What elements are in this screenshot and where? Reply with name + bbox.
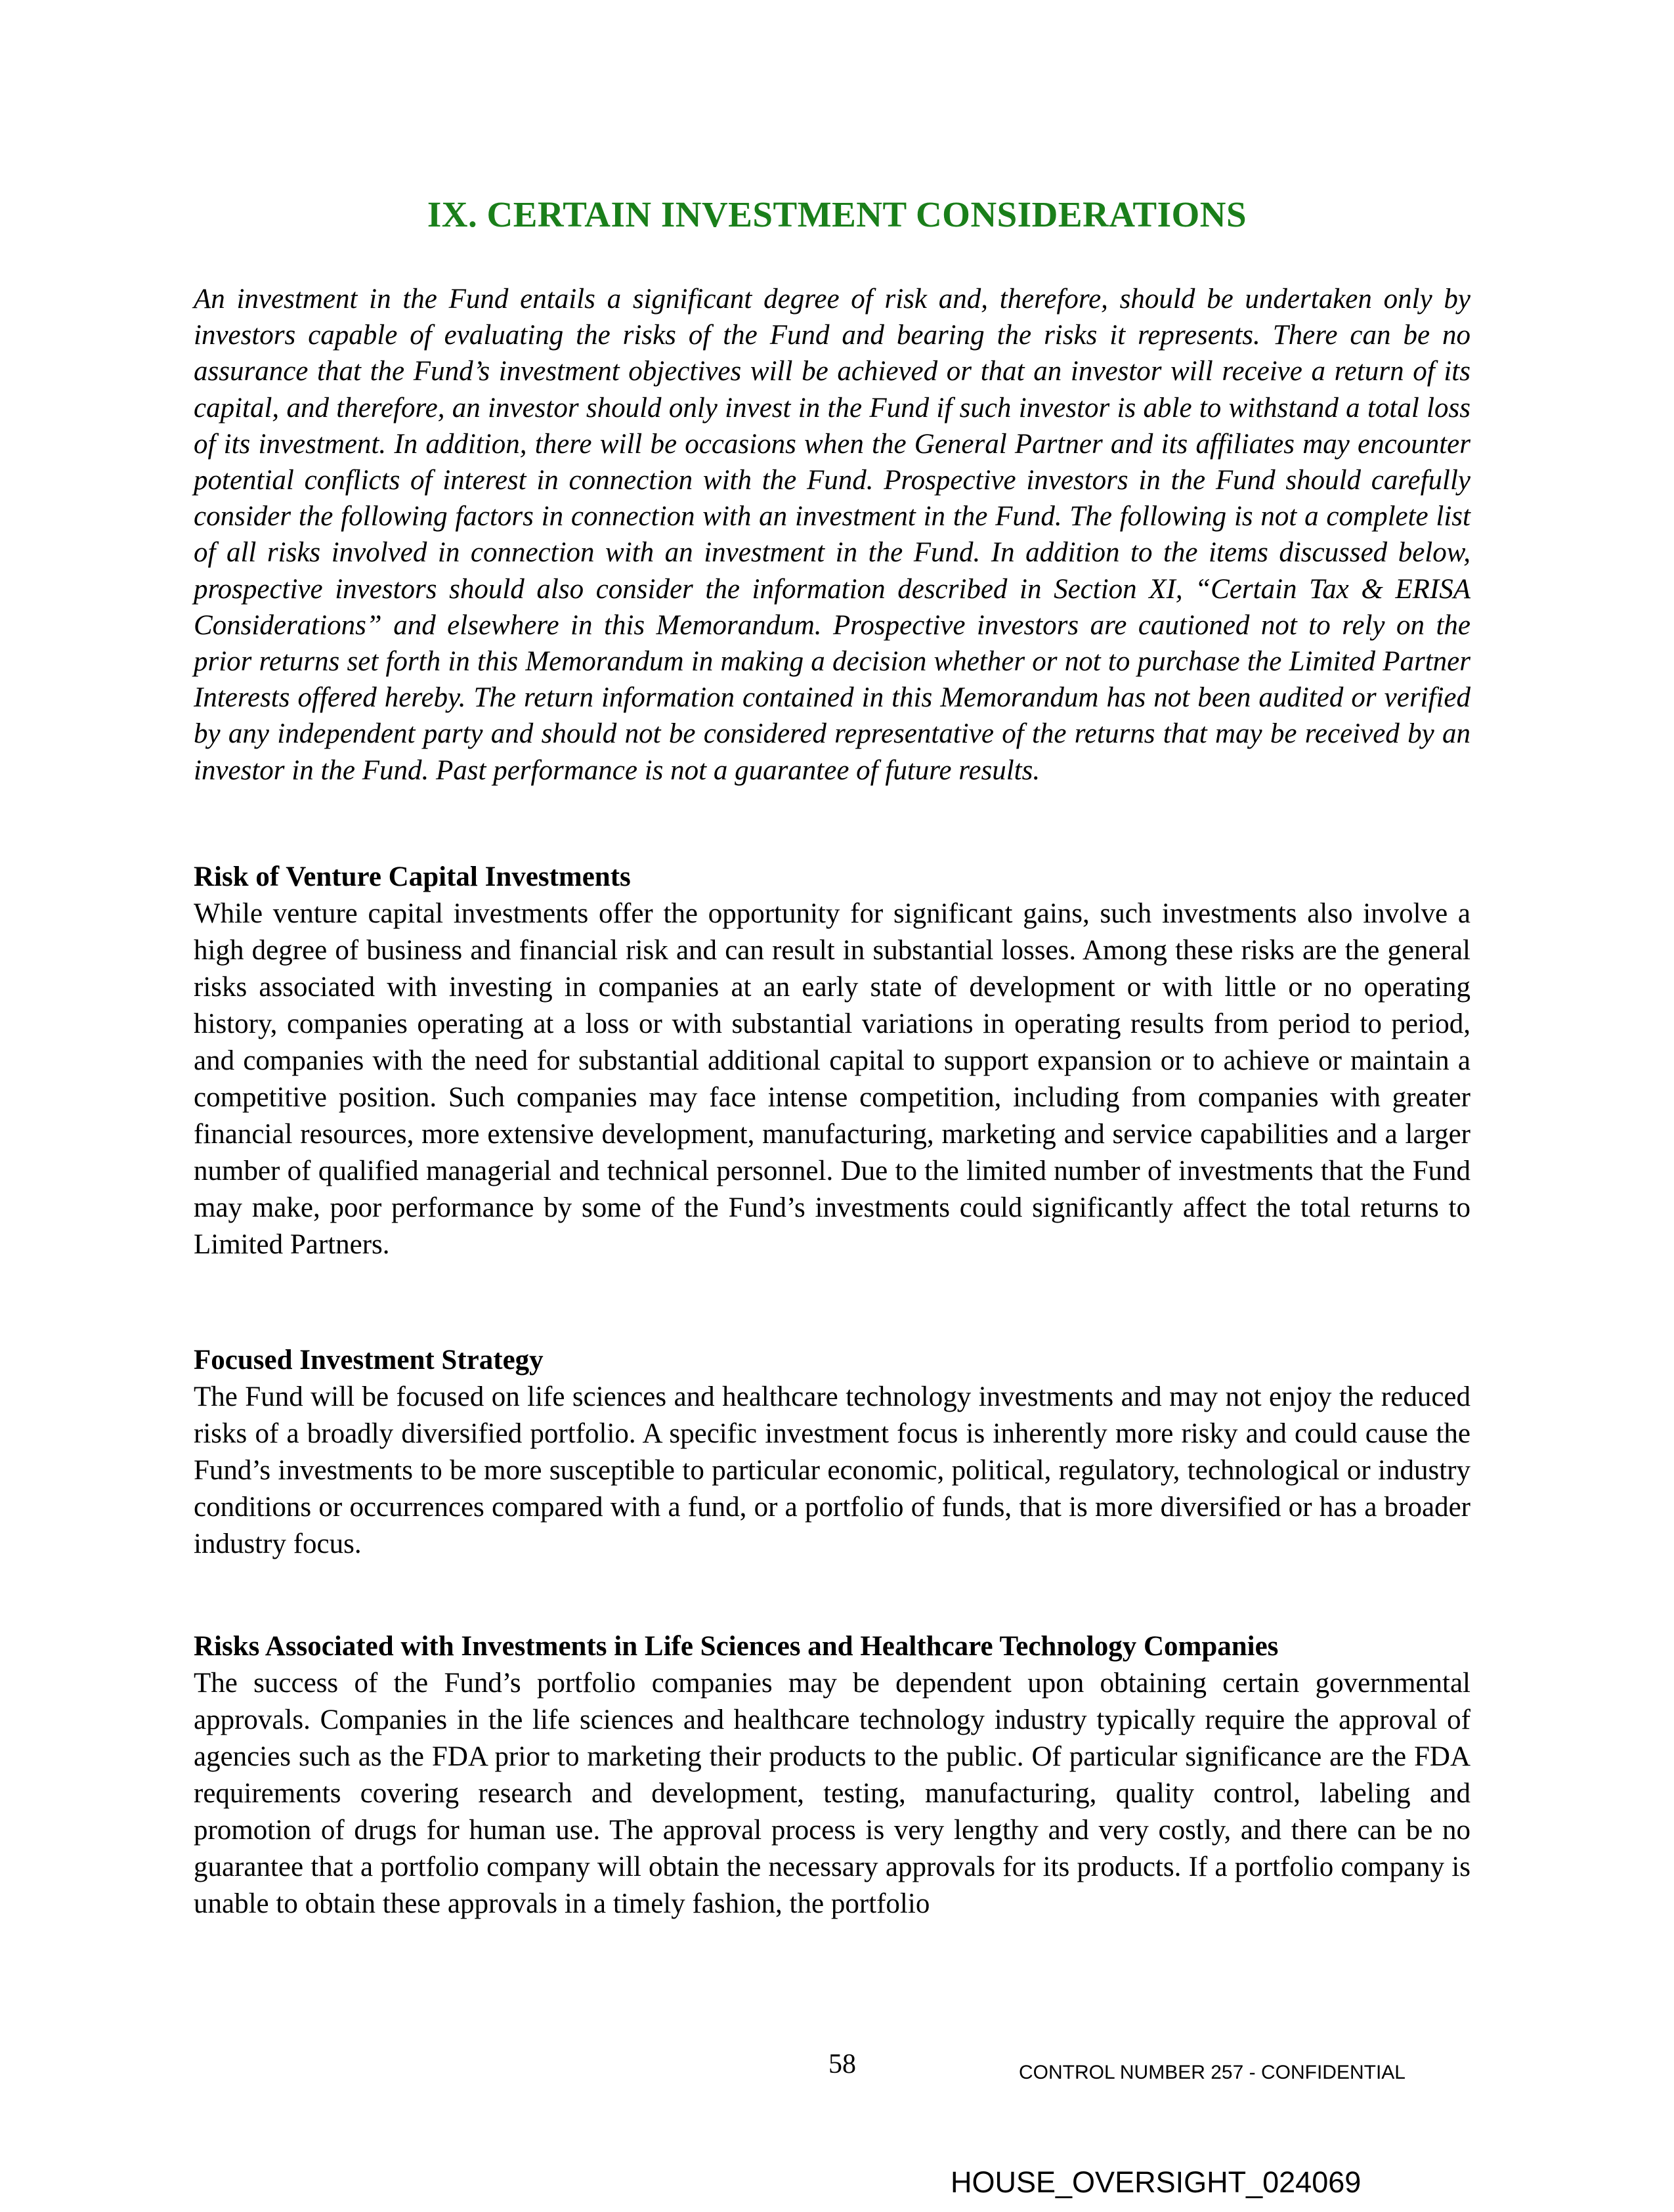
control-number-label: CONTROL NUMBER 257 - CONFIDENTIAL — [1019, 2062, 1406, 2083]
section-body: The Fund will be focused on life sciences and healthcare technology investments and may not enjoy the reduced risks of a broadly diversified portfolio. A specific investment focus is inherently more risky and could cause the Fund’s investments to be more susceptible to particular economic, political, regulatory, technological or industry conditions or occurrences compared with a fund, or a portfolio of funds, that is more diversified or has a broader industry focus. — [194, 1381, 1470, 1559]
section-heading: Risks Associated with Investments in Life Sciences and Healthcare Technology Companies — [194, 1631, 1279, 1662]
section-body: The success of the Fund’s portfolio companies may be dependent upon obtaining certain governmental approvals. Companies in the life sciences and healthcare technology industry typically require the approval of agencies such as the FDA prior to marketing their products to the public. Of particular significance are the FDA requirements covering research and development, testing, manufacturing, quality control, labeling and promotion of drugs for human use. The approval process is very lengthy and very costly, and there can be no guarantee that a portfolio company will obtain the necessary approvals for its products. If a portfolio company is unable to obtain these approvals in a timely fashion, the portfolio — [194, 1667, 1470, 1919]
page-number: 58 — [828, 2049, 856, 2079]
section-life-sciences-risk — [194, 1628, 1470, 1922]
bates-number: HOUSE_OVERSIGHT_024069 — [951, 2165, 1362, 2199]
intro-paragraph: An investment in the Fund entails a significant degree of risk and, therefore, should be undertaken only by investors capable of evaluating the risks of the Fund and bearing the risks it represents. There can be no assurance that the Fund’s investment objectives will be achieved or that an investor will receive a return of its capital, and therefore, an investor should only invest in the Fund if such investor is able to withstand a total loss of its investment. In addition, there will be occasions when the General Partner and its affiliates may encounter potential conflicts of interest in connection with the Fund. Prospective investors in the Fund should carefully consider the following factors in connection with an investment in the Fund. The following is not a complete list of all risks involved in connection with an investment in the Fund. In addition to the items discussed below, prospective investors should also consider the information described in Section XI, “Certain Tax & ERISA Considerations” and elsewhere in this Memorandum. Prospective investors are cautioned not to rely on the prior returns set forth in this Memorandum in making a decision whether or not to purchase the Limited Partner Interests offered hereby. The return information contained in this Memorandum has not been audited or verified by any independent party and should not be considered representative of the returns that may be received by an investor in the Fund. Past performance is not a guarantee of future results. — [194, 284, 1470, 786]
section-heading: Risk of Venture Capital Investments — [194, 861, 631, 892]
section-venture-capital-risk — [194, 859, 1470, 1263]
section-focused-strategy — [194, 1342, 1470, 1563]
section-body: While venture capital investments offer the opportunity for significant gains, such investments also involve a high degree of business and financial risk and can result in substantial losses. Among these risks are the general risks associated with investing in companies at an early state of development or with little or no operating history, companies operating at a loss or with substantial variations in operating results from period to period, and companies with the need for substantial additional capital to support expansion or to achieve or maintain a competitive position. Such companies may face intense competition, including from companies with greater financial resources, more extensive development, manufacturing, marketing and service capabilities and a larger number of qualified managerial and technical personnel. Due to the limited number of investments that the Fund may make, poor performance by some of the Fund’s investments could significantly affect the total returns to Limited Partners. — [194, 898, 1470, 1260]
page-title: IX. CERTAIN INVESTMENT CONSIDERATIONS — [427, 194, 1247, 234]
section-heading: Focused Investment Strategy — [194, 1345, 544, 1376]
